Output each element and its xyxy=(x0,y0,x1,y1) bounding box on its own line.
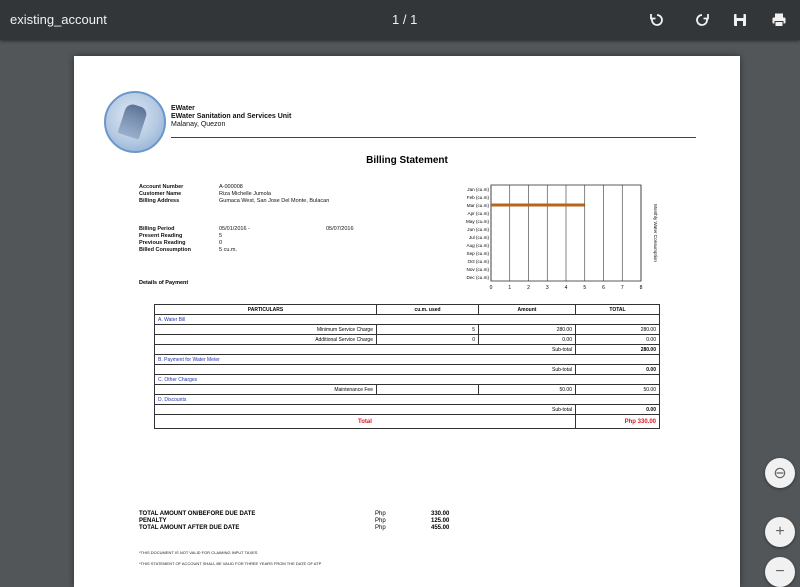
x-tick-label: 1 xyxy=(508,285,512,291)
y-tick-label: Jun (cu.m) xyxy=(467,226,489,232)
total-after-currency: Php xyxy=(375,525,386,531)
org-header xyxy=(171,105,291,129)
present-reading-label: Present Reading xyxy=(139,233,183,239)
y-tick-label: Nov (cu.m) xyxy=(466,266,489,272)
table-header-row xyxy=(155,305,660,315)
account-number-label: Account Number xyxy=(139,184,184,190)
totals-block xyxy=(139,511,589,532)
x-tick-label: 5 xyxy=(583,285,587,291)
total-label: Total xyxy=(155,415,576,429)
previous-reading-label: Previous Reading xyxy=(139,240,186,246)
print-icon[interactable] xyxy=(767,8,791,32)
y-tick-label: Jan (cu.m) xyxy=(467,186,489,192)
add-charge-amount: 0.00 xyxy=(479,335,576,345)
previous-reading: 0 xyxy=(219,240,223,246)
y-tick-label: Mar (cu.m) xyxy=(466,202,489,208)
subtotal-label: Sub-total xyxy=(155,345,576,355)
org-location: Malanay, Quezon xyxy=(171,121,226,128)
statement-title: Billing Statement xyxy=(366,155,448,166)
chart-bar xyxy=(491,204,585,207)
y-tick-label: May (cu.m) xyxy=(466,218,489,224)
table-row xyxy=(155,355,660,365)
section-water-bill: A. Water Bill xyxy=(155,315,660,325)
maintenance-fee-total: 50.00 xyxy=(576,385,660,395)
billing-address-label: Billing Address xyxy=(139,198,180,204)
total-before-label: TOTAL AMOUNT ON/BEFORE DUE DATE xyxy=(139,511,256,517)
total-after-value: 455.00 xyxy=(431,525,450,531)
total-after-label: TOTAL AMOUNT AFTER DUE DATE xyxy=(139,525,240,531)
fit-to-page-button[interactable]: ⊖ xyxy=(765,458,795,488)
billed-consumption-label: Billed Consumption xyxy=(139,247,191,253)
min-charge-cu: 5 xyxy=(377,325,479,335)
download-icon[interactable] xyxy=(728,8,752,32)
consumption-chart xyxy=(429,183,659,293)
page-indicator: 1 / 1 xyxy=(392,12,418,27)
y-tick-label: Feb (cu.m) xyxy=(466,194,489,200)
pdf-toolbar xyxy=(0,0,800,40)
table-row xyxy=(155,335,660,345)
customer-name-label: Customer Name xyxy=(139,191,182,197)
penalty-value: 125.00 xyxy=(431,518,450,524)
billing-table xyxy=(154,304,660,429)
chart-side-label: Monthly Water Consumption xyxy=(653,204,658,262)
table-row xyxy=(155,395,660,405)
rotate-clockwise-icon[interactable] xyxy=(690,8,714,32)
document-title: existing_account xyxy=(10,12,107,27)
billing-period-label: Billing Period xyxy=(139,226,175,232)
zoom-out-button[interactable]: − xyxy=(765,557,795,587)
header-divider xyxy=(171,137,696,138)
total-before-value: 330.00 xyxy=(431,511,450,517)
org-unit: EWater Sanitation and Services Unit xyxy=(171,113,292,120)
x-tick-label: 4 xyxy=(564,285,568,291)
table-row xyxy=(155,385,660,395)
table-row xyxy=(155,405,660,415)
table-row xyxy=(155,365,660,375)
section-discounts: D. Discounts xyxy=(155,395,660,405)
min-charge-label: Minimum Service Charge xyxy=(155,325,377,335)
billing-period-from: 05/01/2016 - xyxy=(219,226,250,232)
add-charge-cu: 0 xyxy=(377,335,479,345)
x-tick-label: 6 xyxy=(602,285,605,291)
total-before-row xyxy=(139,511,589,518)
billed-consumption: 5 cu.m. xyxy=(219,247,238,253)
y-tick-label: Oct (cu.m) xyxy=(467,258,489,264)
total-before-currency: Php xyxy=(375,511,386,517)
subtotal-label: Sub-total xyxy=(155,365,576,375)
org-name: EWater xyxy=(171,105,195,112)
table-row xyxy=(155,415,660,429)
header-total: TOTAL xyxy=(576,305,660,315)
billing-address: Gumaca West, San Jose Del Monte, Bulacan xyxy=(219,198,330,204)
subtotal-label: Sub-total xyxy=(155,405,576,415)
table-row xyxy=(155,345,660,355)
pdf-page xyxy=(74,56,740,587)
zoom-in-button[interactable]: + xyxy=(765,517,795,547)
customer-name: Riza Michelle Jumola xyxy=(219,191,271,197)
validity-note: *THIS STATEMENT OF ACCOUNT SHALL BE VALID FOR THREE YEARS FROM THE DATE OF ATP xyxy=(139,561,322,566)
tax-note: *THIS DOCUMENT IS NOT VALID FOR CLAIMING INPUT TAXES xyxy=(139,550,258,555)
x-tick-label: 7 xyxy=(620,285,624,291)
y-tick-label: Sep (cu.m) xyxy=(466,250,489,256)
header-particulars: PARTICULARS xyxy=(155,305,377,315)
min-charge-total: 280.00 xyxy=(576,325,660,335)
section-water-meter: B. Payment for Water Meter xyxy=(155,355,660,365)
x-tick-label: 3 xyxy=(545,285,549,291)
total-value: Php 330.00 xyxy=(576,415,660,429)
x-tick-label: 0 xyxy=(489,285,493,291)
y-tick-label: Apr (cu.m) xyxy=(467,210,489,216)
y-tick-label: Dec (cu.m) xyxy=(466,274,489,280)
table-row xyxy=(155,325,660,335)
details-of-payment-label: Details of Payment xyxy=(139,280,189,286)
header-amount: Amount xyxy=(479,305,576,315)
account-info xyxy=(139,184,419,254)
min-charge-amount: 280.00 xyxy=(479,325,576,335)
penalty-label: PENALTY xyxy=(139,518,167,524)
present-reading: 5 xyxy=(219,233,223,239)
total-after-row xyxy=(139,525,589,532)
billing-period-to: 05/07/2016 xyxy=(326,226,354,232)
maintenance-fee-cu xyxy=(377,385,479,395)
y-tick-label: Jul (cu.m) xyxy=(468,234,489,240)
maintenance-fee-label: Maintenance Fee xyxy=(155,385,377,395)
account-number: A-000008 xyxy=(219,184,243,190)
table-row xyxy=(155,375,660,385)
header-cum-used: cu.m. used xyxy=(377,305,479,315)
y-tick-label: Aug (cu.m) xyxy=(466,242,489,248)
table-row xyxy=(155,315,660,325)
subtotal-discounts: 0.00 xyxy=(576,405,660,415)
add-charge-total: 0.00 xyxy=(576,335,660,345)
ewater-logo xyxy=(104,91,166,153)
penalty-row xyxy=(139,518,589,525)
section-other-charges: C. Other Charges xyxy=(155,375,660,385)
add-charge-label: Additional Service Charge xyxy=(155,335,377,345)
x-tick-label: 8 xyxy=(639,285,643,291)
subtotal-water-meter: 0.00 xyxy=(576,365,660,375)
rotate-counterclockwise-icon[interactable] xyxy=(645,8,669,32)
maintenance-fee-amount: 50.00 xyxy=(479,385,576,395)
penalty-currency: Php xyxy=(375,518,386,524)
x-tick-label: 2 xyxy=(527,285,530,291)
subtotal-water-bill: 280.00 xyxy=(576,345,660,355)
